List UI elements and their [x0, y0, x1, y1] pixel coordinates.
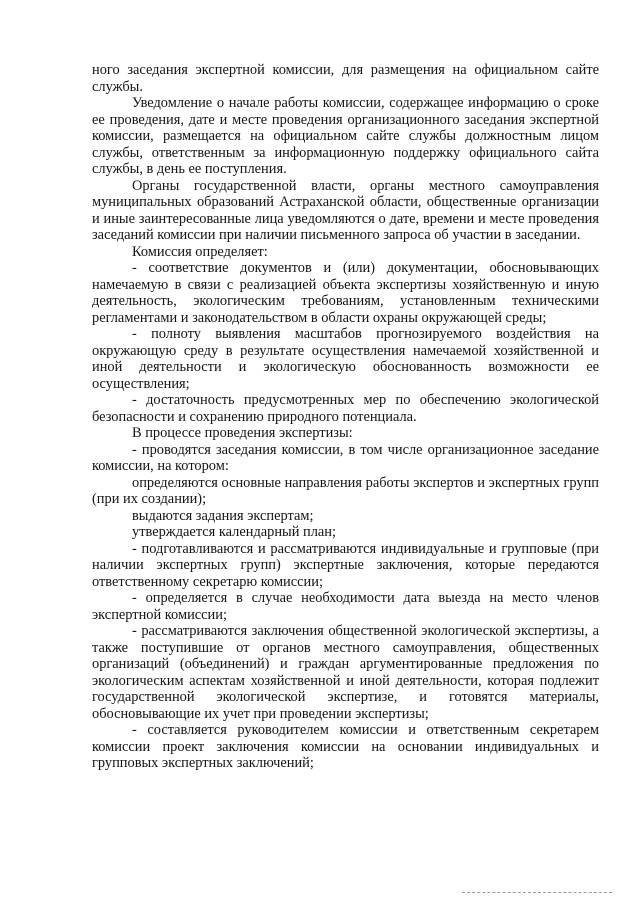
- paragraph-3: Органы государственной власти, органы местного самоуправления муниципальных образований Астраханской области, общественные организации и иные заинтересованные лица уведомляются о дате, времени и месте проведения заседаний комиссии при наличии письменного запроса об участии в заседании.: [92, 177, 599, 243]
- paragraph-2: Уведомление о начале работы комиссии, содержащее информацию о сроке ее проведения, дате и месте проведения организационного заседания экспертной комиссии, размещается на официальном сайте службы должностным лицом службы, ответственным за информационную поддержку официального сайта службы, в день ее поступления.: [92, 95, 599, 177]
- scan-edge-divider: [462, 892, 612, 893]
- paragraph-8: В процессе проведения экспертизы:: [132, 425, 353, 441]
- paragraph-12: утверждается календарный план;: [132, 524, 336, 540]
- paragraph-10: определяются основные направления работы экспертов и экспертных групп (при их создании);: [92, 474, 599, 507]
- paragraph-13: - подготавливаются и рассматриваются индивидуальные и групповые (при наличии экспертных групп) экспертные заключения, которые передаются ответственному секретарю комиссии;: [92, 540, 599, 590]
- document-body: [92, 62, 599, 772]
- paragraph-16: - составляется руководителем комиссии и ответственным секретарем комиссии проект заключения комиссии на основании индивидуальных и групповых экспертных заключений;: [92, 722, 599, 771]
- paragraph-4: Комиссия определяет:: [132, 243, 268, 260]
- paragraph-14: - определяется в случае необходимости дата выезда на место членов экспертной комиссии;: [92, 590, 599, 623]
- paragraph-7: - достаточность предусмотренных мер по обеспечению экологической безопасности и сохранению природного потенциала.: [92, 392, 599, 425]
- paragraph-9: - проводятся заседания комиссии, в том числе организационное заседание комиссии, на котором:: [92, 441, 599, 474]
- paragraph-5: - соответствие документов и (или) документации, обосновывающих намечаемую в связи с реализацией объекта экспертизы хозяйственную и иную деятельность, экологическим требованиям, установленным техническими регламентами и законодательством в области охраны окружающей среды;: [92, 260, 599, 326]
- paragraph-6: - полноту выявления масштабов прогнозируемого воздействия на окружающую среду в результате осуществления намечаемой хозяйственной и иной деятельности и экологическую обоснованность возможности ее осуществления;: [92, 326, 599, 392]
- paragraph-11: выдаются задания экспертам;: [132, 507, 314, 524]
- paragraph-15: - рассматриваются заключения общественной экологической экспертизы, а также поступившие от органов местного самоуправления, общественных организаций (объединений) и граждан аргументированные предложения по экологическим аспектам хозяйственной и иной деятельности, которая подлежит государственной экологической экспертизе, и готовятся материалы, обосновывающие их учет при проведении экспертизы;: [92, 623, 599, 722]
- paragraph-1: ного заседания экспертной комиссии, для размещения на официальном сайте службы.: [92, 62, 599, 95]
